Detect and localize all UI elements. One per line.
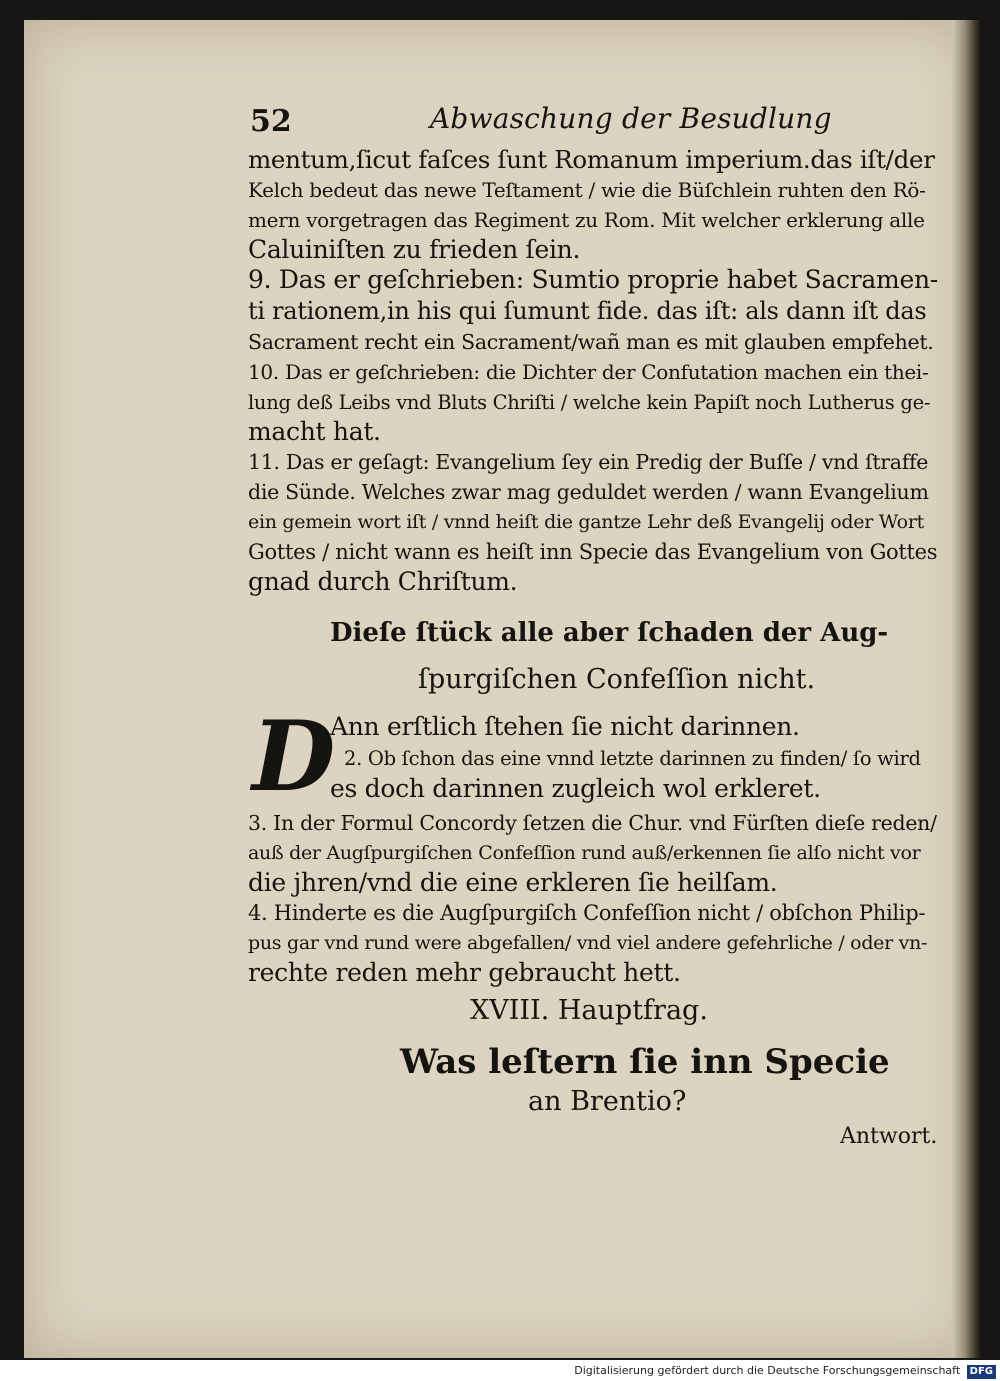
text-line: pus gar vnd rund were abgefallen/ vnd viel andere gefehrliche / oder vn-: [248, 932, 928, 954]
running-head: Abwaschung der Besudlung: [430, 102, 832, 135]
section-heading: Dieſe ſtück alle aber ſchaden der Aug-: [330, 618, 889, 648]
question-heading-continued: an Brentio?: [528, 1086, 687, 1117]
question-heading: Was leſtern ſie inn Specie: [400, 1042, 890, 1082]
text-line: lung deß Leibs vnd Bluts Chriſti / welche kein Papiſt noch Lutherus ge-: [248, 391, 931, 414]
decorative-initial: D: [252, 700, 336, 813]
text-line: 3. In der Formul Concordy ſetzen die Chur. vnd Fürſten dieſe reden/: [248, 811, 937, 835]
text-line: 4. Hinderte es die Augſpurgiſch Confeſſion nicht / obſchon Philip-: [248, 901, 926, 925]
text-line: 11. Das er geſagt: Evangelium ſey ein Predig der Buſſe / vnd ſtraffe: [248, 450, 929, 474]
text-line: es doch darinnen zugleich wol erkleret.: [330, 774, 821, 803]
text-line: 10. Das er geſchrieben: die Dichter der Confutation machen ein thei-: [248, 360, 929, 384]
text-line: gnad durch Chriſtum.: [248, 567, 518, 596]
section-heading-continued: ſpurgiſchen Confeſſion nicht.: [418, 664, 816, 695]
text-line: Sacrament recht ein Sacrament/wañ man es mit glauben empfehet.: [248, 330, 934, 354]
text-line: auß der Augſpurgiſchen Confeſſion rund auß/erkennen ſie alſo nicht vor: [248, 842, 921, 864]
text-line: die Sünde. Welches zwar mag geduldet werden / wann Evangelium: [248, 480, 929, 504]
text-line: ein gemein wort iſt / vnnd heiſt die gantze Lehr deß Evangelij oder Wort: [248, 511, 924, 533]
text-line: Caluiniſten zu frieden ſein.: [248, 235, 581, 264]
text-line: Gottes / nicht wann es heiſt inn Specie das Evangelium von Gottes: [248, 540, 938, 564]
text-line: Kelch bedeut das newe Teſtament / wie die Büſchlein ruhten den Rö-: [248, 178, 926, 202]
dfg-logo: DFG: [967, 1365, 996, 1379]
footer-credit: Digitalisierung gefördert durch die Deutsche Forschungsgemeinschaft: [574, 1364, 961, 1377]
text-line: Ann erſtlich ſtehen ſie nicht darinnen.: [330, 712, 800, 741]
answer-label: Antwort.: [840, 1124, 938, 1149]
book-spine: [952, 20, 982, 1358]
text-line: mern vorgetragen das Regiment zu Rom. Mit welcher erklerung alle: [248, 208, 925, 232]
text-line: rechte reden mehr gebraucht hett.: [248, 958, 681, 987]
text-line: 2. Ob ſchon das eine vnnd letzte darinnen zu finden/ ſo wird: [344, 747, 921, 770]
text-line: ti rationem,in his qui ſumunt fide. das iſt: als dann iſt das: [248, 297, 927, 325]
footer-bar: [0, 1360, 1000, 1381]
text-line: die jhren/vnd die eine erkleren ſie heilſam.: [248, 868, 778, 897]
text-line: macht hat.: [248, 417, 381, 446]
page-number: 52: [250, 104, 292, 139]
text-line: mentum,ſicut faſces ſunt Romanum imperium.das iſt/der: [248, 145, 935, 174]
chapter-heading: XVIII. Hauptfrag.: [470, 995, 708, 1026]
text-line: 9. Das er geſchrieben: Sumtio proprie habet Sacramen-: [248, 265, 938, 294]
